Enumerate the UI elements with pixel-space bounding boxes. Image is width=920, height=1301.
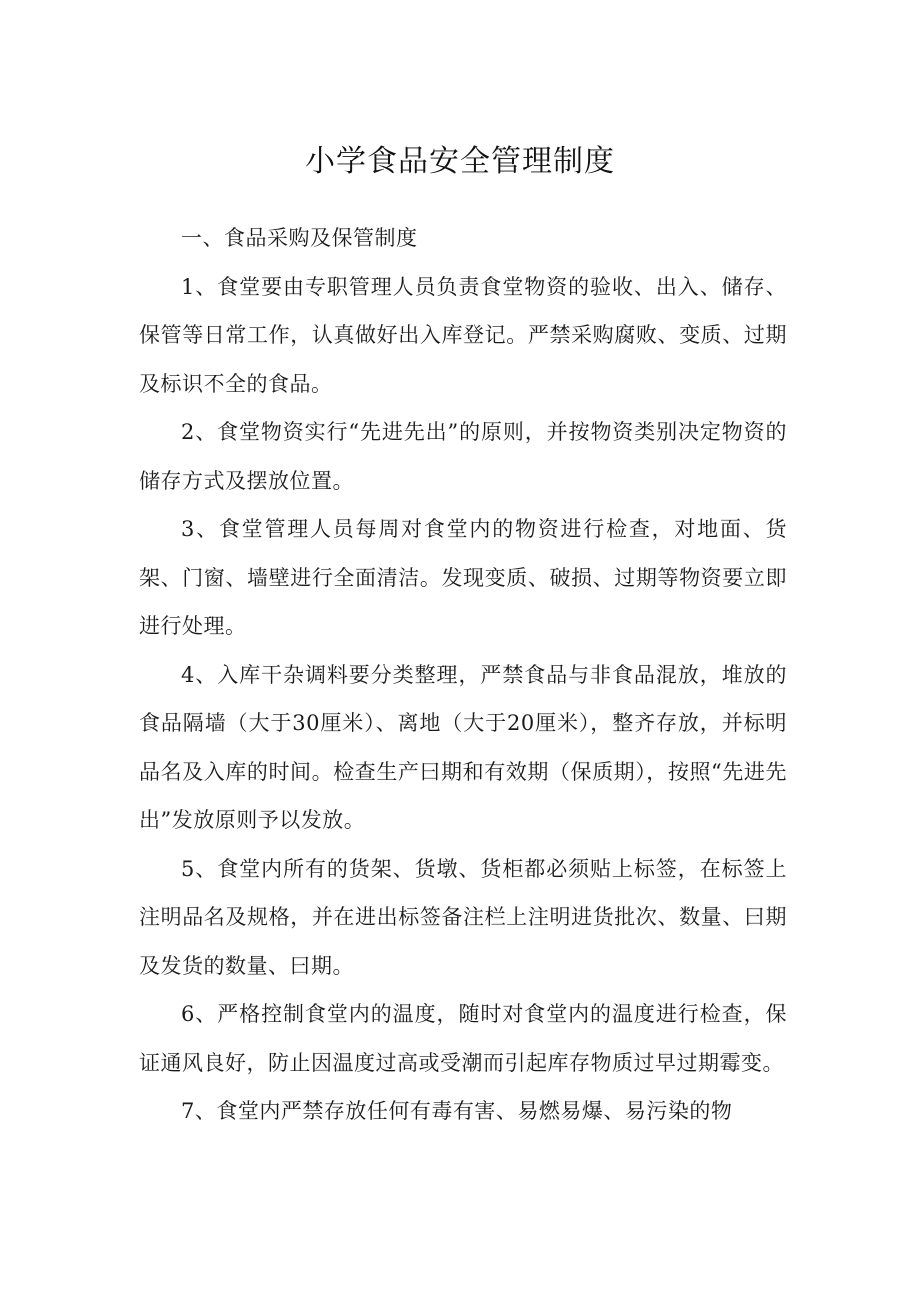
paragraph-3: 3、食堂管理人员每周对食堂内的物资进行检查，对地面、货架、门窗、墙壁进行全面清洁。发现变质、破损、过期等物资要立即进行处理。 bbox=[139, 517, 787, 638]
section-heading: 一、食品采购及保管制度 bbox=[181, 226, 418, 250]
paragraph-1: 1、食堂要由专职管理人员负责食堂物资的验收、出入、储存、保管等日常工作，认真做好出入库登记。严禁采购腐败、变质、过期及标识不全的食品。 bbox=[139, 274, 787, 396]
document-body bbox=[139, 214, 787, 1136]
paragraph-4: 4、入库干杂调料要分类整理，严禁食品与非食品混放，堆放的食品隔墙（大于30厘米）、离地（大于20厘米），整齐存放，并标明品名及入库的时间。检查生产曰期和有效期（保质期），按照“先进先出”发放原则予以发放。 bbox=[139, 662, 787, 832]
page-title: 小学食品安全管理制度 bbox=[305, 144, 615, 179]
paragraph-5: 5、食堂内所有的货架、货墩、货柜都必须贴上标签，在标签上注明品名及规格，并在进出标签备注栏上注明进货批次、数量、曰期及发货的数量、曰期。 bbox=[139, 856, 787, 978]
paragraph-2: 2、食堂物资实行“先进先出”的原则，并按物资类别决定物资的储存方式及摆放位置。 bbox=[139, 420, 787, 493]
paragraph-7: 7、食堂内严禁存放任何有毒有害、易燃易爆、易污染的物 bbox=[181, 1099, 733, 1123]
paragraph-6: 6、严格控制食堂内的温度，随时对食堂内的温度进行检查，保证通风良好，防止因温度过高或受潮而引起库存物质过早过期霉变。 bbox=[139, 1002, 787, 1075]
